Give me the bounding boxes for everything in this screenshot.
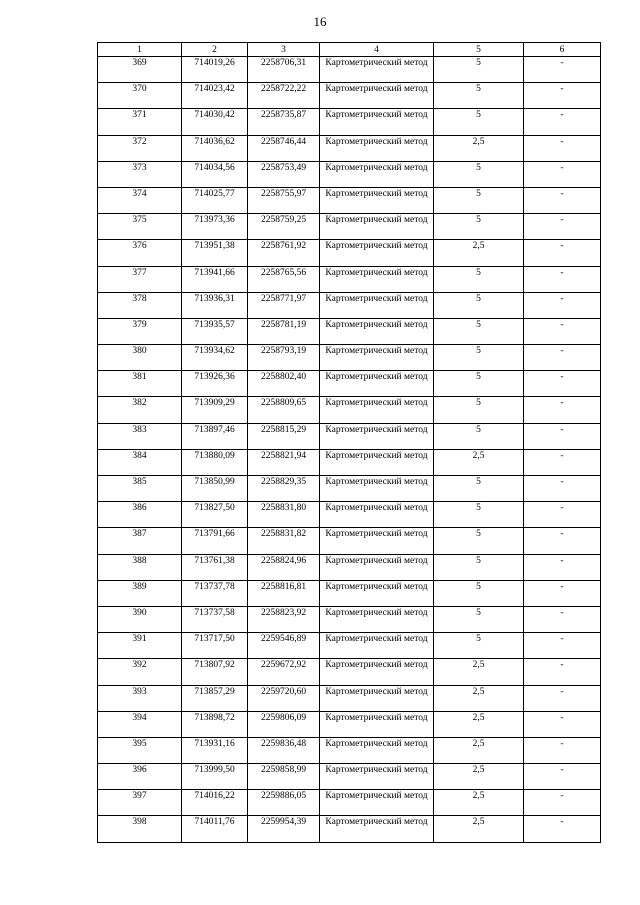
note-cell: - — [524, 711, 601, 737]
note-cell: - — [524, 685, 601, 711]
note-cell: - — [524, 161, 601, 187]
note-cell: - — [524, 135, 601, 161]
x-coordinate-cell: 714023,42 — [182, 83, 248, 109]
table-row — [98, 266, 601, 292]
x-coordinate-cell: 713761,38 — [182, 554, 248, 580]
accuracy-cell: 5 — [434, 371, 524, 397]
x-coordinate-cell: 714016,22 — [182, 790, 248, 816]
x-coordinate-cell: 713807,92 — [182, 659, 248, 685]
point-number-cell: 374 — [98, 187, 182, 213]
y-coordinate-cell: 2258746,44 — [248, 135, 320, 161]
y-coordinate-cell: 2258816,81 — [248, 580, 320, 606]
table-row — [98, 83, 601, 109]
x-coordinate-cell: 713850,99 — [182, 476, 248, 502]
note-cell: - — [524, 318, 601, 344]
table-row — [98, 606, 601, 632]
method-cell: Картометрический метод — [320, 476, 434, 502]
note-cell: - — [524, 187, 601, 213]
table-row — [98, 737, 601, 763]
point-number-cell: 384 — [98, 449, 182, 475]
column-header: 1 — [98, 43, 182, 57]
note-cell: - — [524, 240, 601, 266]
table-row — [98, 580, 601, 606]
page-number: 16 — [313, 14, 327, 29]
point-number-cell: 378 — [98, 292, 182, 318]
table-row — [98, 816, 601, 842]
note-cell: - — [524, 737, 601, 763]
method-cell: Картометрический метод — [320, 345, 434, 371]
x-coordinate-cell: 713934,62 — [182, 345, 248, 371]
note-cell: - — [524, 57, 601, 83]
point-number-cell: 395 — [98, 737, 182, 763]
y-coordinate-cell: 2258755,97 — [248, 187, 320, 213]
y-coordinate-cell: 2258809,65 — [248, 397, 320, 423]
column-header: 5 — [434, 43, 524, 57]
accuracy-cell: 2,5 — [434, 240, 524, 266]
x-coordinate-cell: 713951,38 — [182, 240, 248, 266]
accuracy-cell: 2,5 — [434, 659, 524, 685]
note-cell: - — [524, 214, 601, 240]
table-row — [98, 528, 601, 554]
y-coordinate-cell: 2258761,92 — [248, 240, 320, 266]
point-number-cell: 386 — [98, 502, 182, 528]
method-cell: Картометрический метод — [320, 659, 434, 685]
note-cell: - — [524, 476, 601, 502]
x-coordinate-cell: 713897,46 — [182, 423, 248, 449]
x-coordinate-cell: 713973,36 — [182, 214, 248, 240]
accuracy-cell: 5 — [434, 83, 524, 109]
accuracy-cell: 2,5 — [434, 449, 524, 475]
point-number-cell: 373 — [98, 161, 182, 187]
table-row — [98, 318, 601, 344]
point-number-cell: 382 — [98, 397, 182, 423]
note-cell: - — [524, 397, 601, 423]
x-coordinate-cell: 713737,78 — [182, 580, 248, 606]
method-cell: Картометрический метод — [320, 633, 434, 659]
point-number-cell: 372 — [98, 135, 182, 161]
x-coordinate-cell: 714025,77 — [182, 187, 248, 213]
method-cell: Картометрический метод — [320, 502, 434, 528]
y-coordinate-cell: 2259720,60 — [248, 685, 320, 711]
accuracy-cell: 5 — [434, 161, 524, 187]
point-number-cell: 392 — [98, 659, 182, 685]
table-row — [98, 790, 601, 816]
method-cell: Картометрический метод — [320, 187, 434, 213]
note-cell: - — [524, 528, 601, 554]
method-cell: Картометрический метод — [320, 580, 434, 606]
y-coordinate-cell: 2258793,19 — [248, 345, 320, 371]
method-cell: Картометрический метод — [320, 816, 434, 842]
y-coordinate-cell: 2258831,82 — [248, 528, 320, 554]
accuracy-cell: 5 — [434, 214, 524, 240]
note-cell: - — [524, 659, 601, 685]
method-cell: Картометрический метод — [320, 292, 434, 318]
table-header-row — [98, 43, 601, 57]
note-cell: - — [524, 345, 601, 371]
method-cell: Картометрический метод — [320, 214, 434, 240]
x-coordinate-cell: 713827,50 — [182, 502, 248, 528]
y-coordinate-cell: 2258771,97 — [248, 292, 320, 318]
table-row — [98, 764, 601, 790]
point-number-cell: 376 — [98, 240, 182, 266]
accuracy-cell: 5 — [434, 292, 524, 318]
table-row — [98, 397, 601, 423]
method-cell: Картометрический метод — [320, 371, 434, 397]
point-number-cell: 381 — [98, 371, 182, 397]
y-coordinate-cell: 2258829,35 — [248, 476, 320, 502]
point-number-cell: 394 — [98, 711, 182, 737]
table-row — [98, 214, 601, 240]
table-row — [98, 659, 601, 685]
accuracy-cell: 5 — [434, 57, 524, 83]
note-cell: - — [524, 764, 601, 790]
column-header: 3 — [248, 43, 320, 57]
table-row — [98, 187, 601, 213]
y-coordinate-cell: 2259886,05 — [248, 790, 320, 816]
accuracy-cell: 2,5 — [434, 737, 524, 763]
note-cell: - — [524, 83, 601, 109]
note-cell: - — [524, 816, 601, 842]
accuracy-cell: 2,5 — [434, 135, 524, 161]
method-cell: Картометрический метод — [320, 57, 434, 83]
y-coordinate-cell: 2258823,92 — [248, 606, 320, 632]
method-cell: Картометрический метод — [320, 423, 434, 449]
table-row — [98, 345, 601, 371]
point-number-cell: 387 — [98, 528, 182, 554]
accuracy-cell: 5 — [434, 423, 524, 449]
point-number-cell: 389 — [98, 580, 182, 606]
accuracy-cell: 5 — [434, 476, 524, 502]
note-cell: - — [524, 554, 601, 580]
accuracy-cell: 2,5 — [434, 685, 524, 711]
method-cell: Картометрический метод — [320, 240, 434, 266]
table-row — [98, 502, 601, 528]
y-coordinate-cell: 2259546,89 — [248, 633, 320, 659]
table-body — [98, 57, 601, 843]
x-coordinate-cell: 713717,50 — [182, 633, 248, 659]
note-cell: - — [524, 109, 601, 135]
point-number-cell: 390 — [98, 606, 182, 632]
table-row — [98, 371, 601, 397]
x-coordinate-cell: 713909,29 — [182, 397, 248, 423]
table-row — [98, 476, 601, 502]
x-coordinate-cell: 713791,66 — [182, 528, 248, 554]
note-cell: - — [524, 606, 601, 632]
accuracy-cell: 5 — [434, 554, 524, 580]
accuracy-cell: 5 — [434, 580, 524, 606]
method-cell: Картометрический метод — [320, 528, 434, 554]
method-cell: Картометрический метод — [320, 161, 434, 187]
method-cell: Картометрический метод — [320, 554, 434, 580]
y-coordinate-cell: 2258824,96 — [248, 554, 320, 580]
method-cell: Картометрический метод — [320, 266, 434, 292]
method-cell: Картометрический метод — [320, 737, 434, 763]
y-coordinate-cell: 2259954,39 — [248, 816, 320, 842]
column-header: 4 — [320, 43, 434, 57]
accuracy-cell: 5 — [434, 109, 524, 135]
x-coordinate-cell: 713999,50 — [182, 764, 248, 790]
table-row — [98, 109, 601, 135]
method-cell: Картометрический метод — [320, 449, 434, 475]
x-coordinate-cell: 713935,57 — [182, 318, 248, 344]
method-cell: Картометрический метод — [320, 606, 434, 632]
x-coordinate-cell: 713737,58 — [182, 606, 248, 632]
note-cell: - — [524, 449, 601, 475]
y-coordinate-cell: 2258815,29 — [248, 423, 320, 449]
y-coordinate-cell: 2259836,48 — [248, 737, 320, 763]
point-number-cell: 388 — [98, 554, 182, 580]
y-coordinate-cell: 2258753,49 — [248, 161, 320, 187]
method-cell: Картометрический метод — [320, 764, 434, 790]
x-coordinate-cell: 713857,29 — [182, 685, 248, 711]
table-row — [98, 554, 601, 580]
method-cell: Картометрический метод — [320, 109, 434, 135]
note-cell: - — [524, 266, 601, 292]
y-coordinate-cell: 2258735,87 — [248, 109, 320, 135]
method-cell: Картометрический метод — [320, 685, 434, 711]
accuracy-cell: 5 — [434, 606, 524, 632]
y-coordinate-cell: 2259806,09 — [248, 711, 320, 737]
y-coordinate-cell: 2258831,80 — [248, 502, 320, 528]
table-row — [98, 292, 601, 318]
accuracy-cell: 5 — [434, 318, 524, 344]
note-cell: - — [524, 292, 601, 318]
y-coordinate-cell: 2258802,40 — [248, 371, 320, 397]
y-coordinate-cell: 2258821,94 — [248, 449, 320, 475]
table-row — [98, 685, 601, 711]
note-cell: - — [524, 790, 601, 816]
x-coordinate-cell: 714030,42 — [182, 109, 248, 135]
accuracy-cell: 5 — [434, 633, 524, 659]
point-number-cell: 396 — [98, 764, 182, 790]
x-coordinate-cell: 713931,16 — [182, 737, 248, 763]
y-coordinate-cell: 2258765,56 — [248, 266, 320, 292]
table-row — [98, 57, 601, 83]
y-coordinate-cell: 2258781,19 — [248, 318, 320, 344]
column-header: 2 — [182, 43, 248, 57]
table-row — [98, 449, 601, 475]
y-coordinate-cell: 2258722,22 — [248, 83, 320, 109]
point-number-cell: 380 — [98, 345, 182, 371]
y-coordinate-cell: 2258706,31 — [248, 57, 320, 83]
point-number-cell: 398 — [98, 816, 182, 842]
table-row — [98, 135, 601, 161]
x-coordinate-cell: 713936,31 — [182, 292, 248, 318]
point-number-cell: 371 — [98, 109, 182, 135]
accuracy-cell: 5 — [434, 266, 524, 292]
point-number-cell: 379 — [98, 318, 182, 344]
point-number-cell: 391 — [98, 633, 182, 659]
table-row — [98, 423, 601, 449]
y-coordinate-cell: 2258759,25 — [248, 214, 320, 240]
accuracy-cell: 2,5 — [434, 711, 524, 737]
accuracy-cell: 5 — [434, 502, 524, 528]
x-coordinate-cell: 714019,26 — [182, 57, 248, 83]
method-cell: Картометрический метод — [320, 318, 434, 344]
x-coordinate-cell: 713926,36 — [182, 371, 248, 397]
method-cell: Картометрический метод — [320, 790, 434, 816]
x-coordinate-cell: 714036,62 — [182, 135, 248, 161]
accuracy-cell: 5 — [434, 345, 524, 371]
accuracy-cell: 2,5 — [434, 790, 524, 816]
point-number-cell: 397 — [98, 790, 182, 816]
accuracy-cell: 5 — [434, 528, 524, 554]
x-coordinate-cell: 714011,76 — [182, 816, 248, 842]
note-cell: - — [524, 580, 601, 606]
accuracy-cell: 2,5 — [434, 764, 524, 790]
accuracy-cell: 5 — [434, 187, 524, 213]
note-cell: - — [524, 633, 601, 659]
table-row — [98, 633, 601, 659]
note-cell: - — [524, 371, 601, 397]
table-row — [98, 240, 601, 266]
point-number-cell: 393 — [98, 685, 182, 711]
column-header: 6 — [524, 43, 601, 57]
x-coordinate-cell: 713941,66 — [182, 266, 248, 292]
point-number-cell: 383 — [98, 423, 182, 449]
point-number-cell: 369 — [98, 57, 182, 83]
x-coordinate-cell: 713898,72 — [182, 711, 248, 737]
method-cell: Картометрический метод — [320, 711, 434, 737]
method-cell: Картометрический метод — [320, 135, 434, 161]
note-cell: - — [524, 502, 601, 528]
point-number-cell: 385 — [98, 476, 182, 502]
method-cell: Картометрический метод — [320, 83, 434, 109]
point-number-cell: 375 — [98, 214, 182, 240]
coordinates-table — [97, 42, 601, 843]
accuracy-cell: 5 — [434, 397, 524, 423]
point-number-cell: 377 — [98, 266, 182, 292]
note-cell: - — [524, 423, 601, 449]
y-coordinate-cell: 2259858,99 — [248, 764, 320, 790]
table-row — [98, 711, 601, 737]
y-coordinate-cell: 2259672,92 — [248, 659, 320, 685]
accuracy-cell: 2,5 — [434, 816, 524, 842]
x-coordinate-cell: 714034,56 — [182, 161, 248, 187]
table-row — [98, 161, 601, 187]
x-coordinate-cell: 713880,09 — [182, 449, 248, 475]
point-number-cell: 370 — [98, 83, 182, 109]
method-cell: Картометрический метод — [320, 397, 434, 423]
